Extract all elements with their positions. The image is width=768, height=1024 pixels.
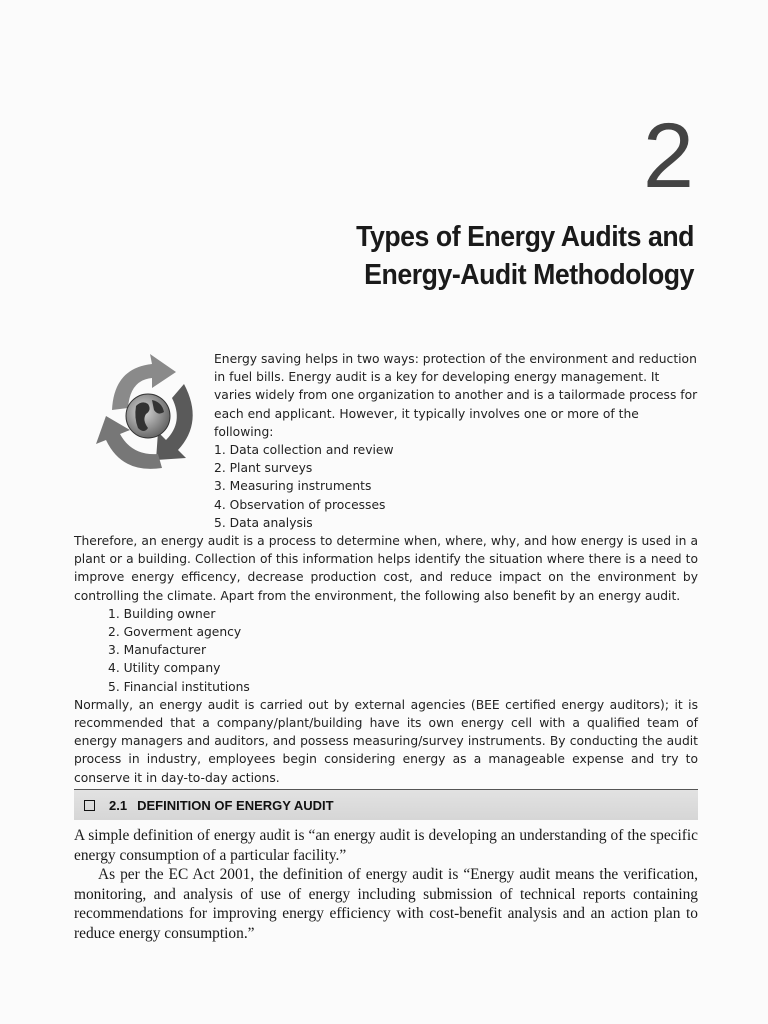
list-item: 1. Building owner: [108, 606, 216, 621]
list-item: 3. Measuring instruments: [214, 479, 372, 494]
definition-text: [74, 826, 698, 943]
list-item: 1. Data collection and review: [214, 443, 394, 458]
list-item: 4. Observation of processes: [214, 497, 386, 512]
normally-paragraph: Normally, an energy audit is carried out by external agencies (BEE certified energy auditors); it is recommended that a company/plant/building have its own energy cell with a qualified team of energy managers and auditors, and possess measuring/survey instruments. By conducting the audit process in industry, employees begin considering energy as a manageable expense and try to conserve it in day-to-day actions.: [74, 697, 698, 785]
body-text: [74, 350, 698, 787]
definition-paragraph-1: A simple definition of energy audit is “an energy audit is developing an understanding of the specific energy consumption of a particular facility.”: [74, 827, 698, 864]
definition-paragraph-2: As per the EC Act 2001, the definition of energy audit is “Energy audit means the verification, monitoring, and analysis of use of energy including submission of technical reports containing recommendations for improving energy efficiency with cost-benefit analysis and an action plan to reduce energy consumption.”: [74, 866, 698, 942]
benefit-list: [74, 605, 698, 696]
intro-paragraph: Energy saving helps in two ways: protection of the environment and reduction in fuel bills. Energy audit is a key for developing energy management. It varies widely from one organization to another and is a tailormade process for each end applicant. However, it typically involves one or more of the following:: [214, 352, 698, 439]
chapter-number: 2: [642, 105, 694, 207]
section-title: DEFINITION OF ENERGY AUDIT: [137, 797, 334, 813]
chapter-title-line-2: Energy-Audit Methodology: [364, 259, 694, 291]
section-number: 2.1: [109, 797, 128, 813]
list-item: 2. Plant surveys: [214, 461, 313, 476]
intro-block: [214, 350, 698, 532]
section-header: [74, 789, 698, 820]
checkbox-square-icon: [84, 800, 95, 811]
chapter-title: [234, 218, 694, 294]
list-item: 5. Financial institutions: [108, 679, 250, 694]
chapter-title-line-1: Types of Energy Audits and: [356, 221, 694, 253]
list-item: 3. Manufacturer: [108, 643, 207, 658]
therefore-paragraph: Therefore, an energy audit is a process to determine when, where, why, and how energy is used in a plant or a building. Collection of this information helps identify the situation where there is a need to improve energy efficency, decrease production cost, and reduce impact on the environment by controlling the climate. Apart from the environment, the following also benefit by an energy audit.: [74, 534, 698, 603]
list-item: 5. Data analysis: [214, 515, 313, 530]
list-item: 2. Goverment agency: [108, 625, 242, 640]
list-item: 4. Utility company: [108, 661, 221, 676]
intro-list: [214, 441, 698, 532]
